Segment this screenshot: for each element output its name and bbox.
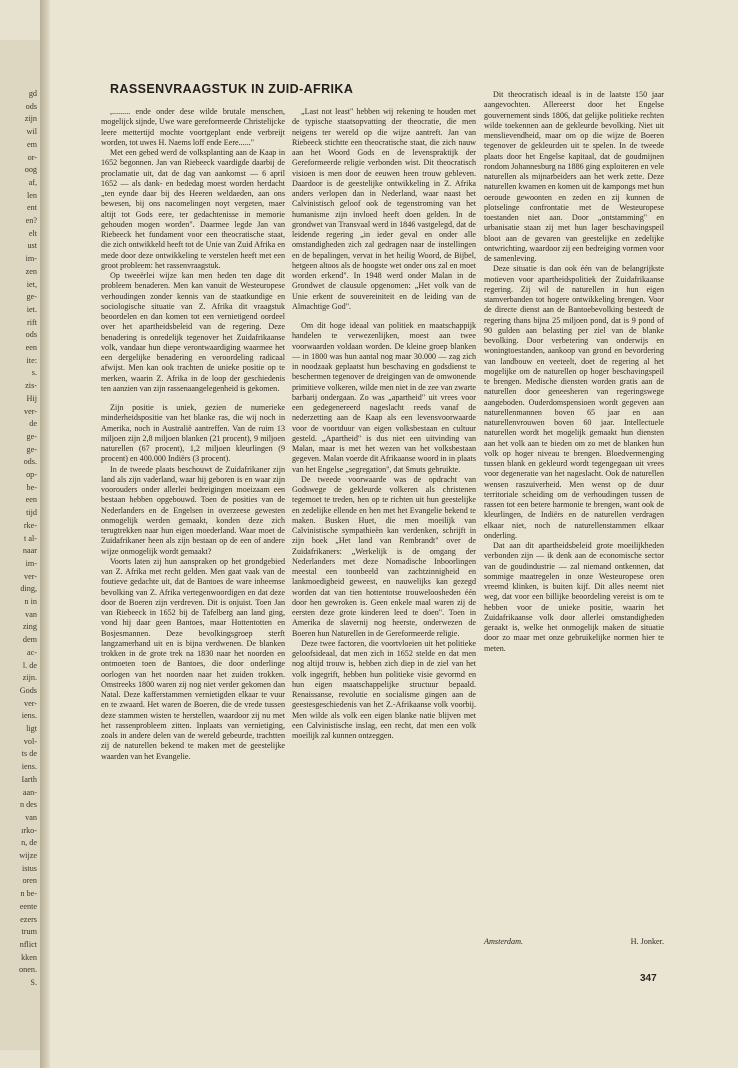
previous-page-fragment: de — [29, 419, 37, 429]
previous-page-fragment: en? — [25, 216, 37, 225]
previous-page-fragment: kken — [21, 952, 37, 962]
previous-page-fragment: wil — [26, 127, 37, 137]
previous-page-fragment: ligt — [26, 724, 37, 733]
previous-page-fragment: dem — [22, 635, 37, 645]
previous-page-fragment: istus — [21, 863, 37, 873]
previous-page-fragment: em — [26, 139, 37, 149]
previous-page-fragment: iet. — [26, 304, 37, 314]
previous-page-fragment: wijze — [19, 851, 37, 860]
previous-page-fragment: van — [25, 609, 37, 619]
previous-page-fragment: elt — [28, 228, 37, 238]
text-column-2 — [292, 107, 476, 972]
paragraph: Dit theocratisch ideaal is in de laatste 150 jaar aangevochten. Allereerst door het Engelse gouvernement sinds 1806, dat gelijke politieke rechten wilde toekennen aan de gekleurde bevolking. Niet uit menslievendheid, maar om op die wijze de Boeren tegenover de gekleurden uit te spelen. In de tweede plaats door het Engelse kapitaal, dat de goudmijnen rondom Johannesburg na 1886 ging exploiteren en vele naturellen als mijnarbeiders aan het werk zette. Deze naturellen kwamen en komen uit de kampongs met hun oeroude gewoonten en zeden en zij kunnen de plotselinge confrontatie met de Westeuropese toestanden niet aan. Door „ontstamming" en urbanisatie staan zij met hun lager beschavingspeil bloot aan de gevaren van geestelijke en zedelijke ontwrichting, waardoor zij een bedreiging vormen voor de samenleving. — [484, 90, 664, 263]
previous-page-fragment: een — [25, 495, 37, 505]
previous-page-fragment: or- — [27, 152, 37, 162]
previous-page-fragment: ods. — [23, 457, 37, 467]
previous-page-fragment: iens. — [21, 711, 37, 721]
signature-place: Amsterdam. — [484, 937, 524, 946]
previous-page-fragment: zis- — [25, 381, 37, 391]
previous-page-fragment: ts de — [21, 749, 37, 759]
previous-page-edge — [0, 40, 41, 1050]
previous-page-fragment: Hij — [26, 393, 37, 403]
previous-page-fragment: zing — [22, 622, 37, 632]
previous-page-fragment: S. — [30, 978, 37, 987]
previous-page-fragment: n, de — [21, 838, 37, 848]
paragraph: „Last not least" hebben wij rekening te houden met de typische staatsopvatting der theocratie, die men neigens ter wereld op die wijze aantreft. Jan van Riebeeck stichtte een theocratische staat, die zich nauw aan het Woord Gods en de levenspraktijk der Gereformeerde religie verbonden wist. Dit theocratisch visioen is men door de eeuwen heen trouw gebleven. Daardoor is de geestelijke ontwikkeling in Z. Afrika anders verlopen dan in Nederland, waar naast het Calvinistisch geloof ook de tegenstroming van het humanisme zijn invloed heeft doen gelden. In de grondwet van Transvaal werd in 1846 vastgelegd, dat de leidende regering „in ieder geval en onder alle omstandigheden zich zal gedragen naar de instellingen en de bepalingen, vervat in het heilig Woord, de Bijbel, hetgeen altoos als de hoogste wet onder ons zal en moet worden erkend". In 1948 werd onder Malan in de Grondwet de clausule opgenomen: „Het volk van de Unie erkent de souvereiniteit en de leiding van de Almachtige God". — [292, 107, 476, 311]
previous-page-fragment: van — [25, 812, 37, 822]
previous-page-fragment: ods — [25, 101, 37, 111]
previous-page-fragment: zen — [25, 266, 37, 276]
article-title: RASSENVRAAGSTUK IN ZUID-AFRIKA — [110, 82, 354, 96]
paragraph: Op tweeërlei wijze kan men heden ten dage dit probleem benaderen. Men kan vanuit de Westeuropese verhoudingen zonder kennis van de staatkundige en sociologische situatie van Z. Afrika dit vraagstuk beoordelen en dan komen tot een vernietigend oordeel over het apartheidsbeleid van de regering. Deze benadering is onredelijk tegenover het Zuidafrikaanse volk, vandaar hun diepe verontwaardiging waarmee het een dergelijke benadering en veroordeling radicaal afwijst. Men kan ook trachten de unieke positie op te merken, waarin Z. Afrika in de loop der geschiedenis ten aanzien van zijn rassenaangelegenheid is gekomen. — [101, 271, 285, 393]
previous-page-fragment: oog — [24, 165, 37, 175]
previous-page-fragment: zijn — [24, 114, 37, 124]
previous-page-fragment: ge- — [26, 292, 37, 302]
previous-page-fragment: l. de — [22, 660, 37, 670]
paragraph: Om dit hoge ideaal van politiek en maatschappijk handelen te verwezenlijken, moest aan twee voorwaarden voldaan worden. De kleine groep blanken — in 1800 was hun aantal nog maar 30.000 — zag zich in noodzaak geplaatst hun beschaving en godsdienst te beschermen tegenover de dreigingen van de omwonende primitieve volkeren, wilde men niet in de zee van zwarte barbarij ondergaan. Zo was „apartheid" uit vrees voor een gedegenereerd nageslacht reeds vanaf de nederzetting aan de Kaap als een levensvoorwaarde voor de voortduur van eigen volksbestaan en cultuur gesteld. „Apartheid" is dus niet een uitvinding van Malan, maar is met het wezen van het volksbestaan gegeven. Malan voerde dit Afrikaanse woord in in plaats van het Engelse „segregation", dat Smuts gebruikte. — [292, 321, 476, 474]
previous-page-fragment: een — [25, 343, 37, 352]
previous-page-fragment: iens. — [21, 762, 37, 772]
previous-page-fragment: ver- — [23, 406, 37, 416]
previous-page-fragment: n des — [19, 800, 37, 810]
previous-page-fragment: ırko- — [21, 825, 37, 835]
previous-page-fragment: ding, — [20, 584, 37, 594]
previous-page-fragment: nflict — [19, 939, 37, 949]
article-signature — [484, 937, 664, 946]
previous-page-fragment: im- — [25, 558, 37, 568]
previous-page-fragment: vol- — [23, 736, 37, 746]
previous-page-fragment: ac- — [27, 647, 37, 657]
paragraph: De tweede voorwaarde was de opdracht van Godswege de gekleurde volkeren als christenen tegemoet te treden, hen op te richten uit hun geestelijke en zedelijke ellende en hen met het Evangelie bekend te maken. Busken Huet, die men moeilijk van Calvinistische sympathieën kan verdenken, schrijft in zijn boek „Het land van Rembrandt" over de Zuidafrikaners: „Werkelijk is de omgang der Nederlanders met deze Nomadische Inboorlingen meestal een toonbeeld van zachtzinnigheid en lankmoedigheid geweest, en nauwelijks kan gezegd worden dat van tien hottentotse trouweloosheden één door hen gewroken is. Geen enkele maal waren zij de eersten deze grote kinderen leed te doen". Toen in Amerika de slavernij nog heerste, onderwezen de Boeren hun Naturellen in de Gereformeerde religie. — [292, 474, 476, 638]
previous-page-fragment: oren — [22, 876, 37, 886]
previous-page-fragment: ent — [26, 203, 37, 213]
paragraph: In de tweede plaats beschouwt de Zuidafrikaner zijn land als zijn vaderland, waar hij geboren is en waar zijn voorouders onder allerlei bedreigingen moeizaam een bestaan hebben opgebouwd. Toen de posities van de Nederlanders en de Engelsen in overzeese gewesten onmogelijk werden gemaakt, konden deze zich terugtrekken naar hun eigen moederland. Waar moet de Zuidafrikaner heen als zijn bestaan op de een of andere wijze onmogelijk wordt gemaakt? — [101, 464, 285, 556]
paragraph: Met een gebed werd de volksplanting aan de Kaap in 1652 begonnen. Jan van Riebeeck vaardigde daarbij de proclamatie uit, dat de dag van aankomst — 6 april 1652 — als dank- en bededag moest worden herdacht „ten eynde daar bij des Heeren weldaeden, aan ons bewesen, bij ons nacomelingen noyt vergeten, maer altijt tot Gods eere, ter gedachtenisse in memorie gehouden mogen worden". Daarmee legde Jan van Riebeeck het fundament voor een theocratische staat, die zich ontwikkeld heeft tot de Unie van Zuid Afrika en mede door deze ontwikkeling te verstelen heeft met een groot probleem: het rassenvraagstuk. — [101, 148, 285, 270]
text-column-3 — [484, 90, 664, 950]
paragraph: Voorts laten zij hun aanspraken op het grondgebied van Z. Afrika met recht gelden. Men gaat vaak van de foutieve gedachte uit, dat de Bantoes de ware inheemse bevolking van Z. Afrika vertegenwoordigen en dat deze door de Boeren zijn verdreven. Dit is onjuist. Toen Jan van Riebeeck in 1652 bij de Tafelberg aan land ging, vond hij daar geen Bantoes, maar Hottentotten en Bosjesmannen. Deze bevolkingsgroep sterft langzamerhand uit en is bijna verdwenen. De blanken trokken in de grote trek na 1830 naar het noorden en ontmoeten toen de Bantoes, die door onderlinge oorlogen van het noorden naar het zuiden trokken. Omstreeks 1800 waren zij nog niet verder gekomen dan Natal. Deze kafferstammen vernietigden elkaar te vuur en te zwaard. Het waren de Boeren, die de vrede tussen deze stammen wisten te herstellen, waardoor zij nu met het rassenprobleem zitten. Inplaats van vernietiging, zoals in andere delen van de wereld gebeurde, trachtten zij de naturellen bekend te maken met de geestelijke waarden van het Evangelie. — [101, 556, 285, 761]
previous-page-fragment: ezers — [20, 914, 37, 924]
previous-page-fragment: naar — [22, 546, 37, 556]
book-gutter — [40, 0, 50, 1068]
paragraph: Deze twee factoren, die voortvloeien uit het politieke geloofsideaal, dat men zich in 1652 stelde en dat men nog altijd trouw is, hebben zich diep in de ziel van het volk ingegrift, hebben hun politieke visie gevormd en hun eigen maatschappelijke structuur bepaald. Renaissanse, revolutie en socialisme gingen aan de geestesgeschiedenis van het Z.-Afrikaanse volk voorbij. Men wilde als volk een eigen blanke natie blijven met een Calvinistische inslag, een recht, dat men een volk moeilijk zal kunnen ontzeggen. — [292, 638, 476, 740]
previous-page-fragment: len — [26, 190, 37, 200]
previous-page-fragment: Iarth — [21, 774, 37, 784]
previous-page-fragment: gd — [28, 89, 37, 98]
previous-page-fragment: im- — [25, 254, 37, 264]
previous-page-fragment: tijd — [26, 508, 37, 518]
paragraph: Dat aan dit apartheidsbeleid grote moeilijkheden verbonden zijn — ik denk aan de economische sector van de goudindustrie — zal niemand ontkennen, dat sommige maatregelen in onze Westeuropese oren vreemd klinken, is buiten kijf. Dit alles neemt niet weg, dat voor een billijke beoordeling vereist is om te hebben voor de unieke positie, waarin het Zuidafrikaanse volk door allerlei omstandigheden geraakt is, welke het onmogelijk maken de situatie door zo maar met onze gebruikelijke normen hier te meten. — [484, 541, 664, 653]
page-number: 347 — [640, 973, 657, 984]
previous-page-fragment: op- — [26, 470, 37, 479]
previous-page-fragment: af, — [28, 177, 37, 187]
previous-page-fragment: n in — [24, 597, 37, 606]
previous-page-fragment: ge- — [26, 431, 37, 441]
paragraph: ,......... ende onder dese wilde brutale menschen, mogelijck sijnde, Uwe ware gereformeerde Christelijcke leere mettertijd mochte voortgeplant ende verbreijt worden, tot uwes H. Naems loff ende Eere......" — [101, 107, 285, 147]
paragraph: Deze situatie is dan ook één van de belangrijkste motieven voor apartheidspolitiek der Zuidafrikaanse regering. Zij wil de naturellen in hun eigen stamverbanden tot hogere ontwikkeling brengen. Voor de directe dienst aan de Bantoebevolking besteedt de regering thans bijna 25 miljoen pond, dat is 9 pond of 90 gulden aan belasting per ziel van de blanke bevolking. Door verbetering van onderwijs en woningtoestanden, aankoop van grond en bevordering van landbouw en veeteelt, doet de regering al het mogelijke om de naturellen op hoger beschavingspeil te brengen. Medische diensten worden gratis aan de naturellen door geneesheren van regeringswege aangeboden. Ouderdomspensioen wordt gegeven aan naturellenmannen boven 65 jaar en aan naturellenvrouwen boven 60 jaar. Intellectuele naturellen wordt het mogelijk gemaakt hun diensten aan het volk aan te bieden om zo met de blanken hun volk op hoger niveau te brengen. Bloedvermenging tussen blank en gekleurd wordt tegengegaan uit vrees voor degeneratie van het nageslacht. Ook de naturellen wensen raszuiverheid. Men wenst op de duur territoriale scheiding om de verhoudingen tussen de rassen tot een betere harmonie te brengen, want ook de kleurlingen, de Indiërs en de naturellen verdragen elkaar niet, noch de naturellenstammen elkaar onderling. — [484, 264, 664, 540]
previous-page-fragment: iet, — [26, 279, 37, 289]
previous-page-fragment: trum — [21, 927, 37, 937]
previous-page-fragment: n be- — [20, 889, 37, 899]
previous-page-fragment: rke- — [23, 520, 37, 530]
previous-page-fragment: be- — [26, 482, 37, 492]
previous-page-fragment: ods — [25, 330, 37, 340]
previous-page-fragment: ust — [27, 241, 37, 251]
previous-page-fragment: t al- — [24, 533, 37, 543]
previous-page-fragment: ver- — [23, 571, 37, 581]
previous-page-fragment: rift — [26, 317, 37, 327]
previous-page-fragment: eente — [19, 901, 37, 911]
previous-page-fragment: Gods — [19, 685, 37, 695]
previous-page-fragment: zijn. — [22, 673, 37, 683]
previous-page-fragment: s. — [31, 368, 37, 378]
previous-page-fragment: aan- — [22, 787, 37, 797]
paragraph: Zijn positie is uniek, gezien de numerieke minderheidspositie van het blanke ras, die wij noch in Amerika, noch in Australië aantreffen. Van de ruim 13 miljoen zijn 2,8 miljoen blanken (21 procent), 9 miljoen naturellen (67 procent), 1,2 miljoen kleurlingen (9 procent) en 400.000 Indiërs (3 procent). — [101, 403, 285, 464]
previous-page-fragment: ver- — [23, 698, 37, 708]
text-column-1 — [101, 107, 285, 972]
previous-page-fragment: onen. — [19, 965, 37, 975]
previous-page-fragment: ge- — [26, 444, 37, 454]
previous-page-fragment: ite: — [26, 355, 37, 365]
signature-author: H. Jonker. — [630, 937, 664, 946]
